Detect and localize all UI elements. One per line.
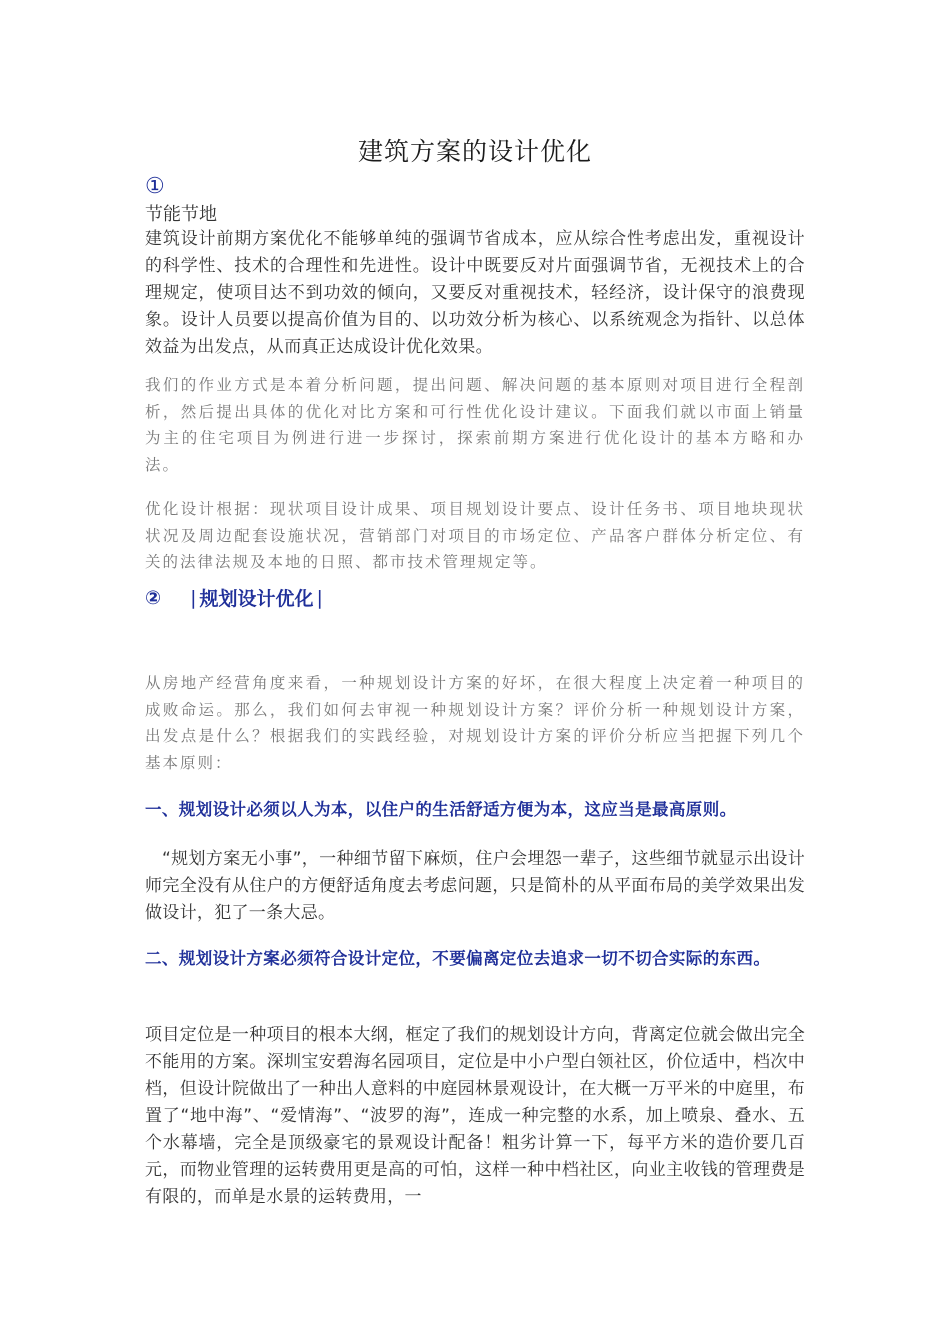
section-marker-1: ① [145,174,165,199]
section-heading-planning [145,584,326,611]
principle-heading-2: 二、规划设计方案必须符合设计定位，不要偏离定位去追求一切不切合实际的东西。 [145,949,771,968]
bar-left: | [190,586,197,609]
paragraph-design-basis: 优化设计根据：现状项目设计成果、项目规划设计要点、设计任务书、项目地块现状状况及周边配套设施状况，营销部门对项目的市场定位、产品客户群体分析定位、有关的法律法规及本地的日照、都市技术管理规定等。 [145,500,805,571]
principle-heading-1: 一、规划设计必须以人为本，以住户的生活舒适方便为本，这应当是最高原则。 [145,800,737,819]
section-label: 规划设计优化 [199,588,314,610]
paragraph-optimization-intro: 建筑设计前期方案优化不能够单纯的强调节省成本，应从综合性考虑出发，重视设计的科学性、技术的合理性和先进性。设计中既要反对片面强调节省，无视技术上的合理规定，使项目达不到功效的倾向，又要反对重视技术，轻经济，设计保守的浪费现象。设计人员要以提高价值为目的、以功效分析为核心、以系统观念为指针、以总体效益为出发点，从而真正达成设计优化效果。 [145,229,805,357]
paragraph-principle-1: “规划方案无小事”，一种细节留下麻烦，住户会埋怨一辈子，这些细节就显示出设计师完全没有从住户的方便舒适角度去考虑问题，只是简朴的从平面布局的美学效果出发做设计，犯了一条大忌。 [145,849,805,923]
bar-right: | [316,586,323,609]
paragraph-principle-2: 项目定位是一种项目的根本大纲，框定了我们的规划设计方向，背离定位就会做出完全不能用的方案。深圳宝安碧海名园项目，定位是中小户型白领社区，价位适中，档次中档，但设计院做出了一种出人意料的中庭园林景观设计，在大概一万平米的中庭里，布置了“地中海”、“爱情海”、“波罗的海”，连成一种完整的水系，加上喷泉、叠水、五个水幕墙，完全是顶级豪宅的景观设计配备！粗劣计算一下，每平方米的造价要几百元，而物业管理的运转费用更是高的可怕，这样一种中档社区，向业主收钱的管理费是有限的，而单是水景的运转费用，一 [145,1025,805,1207]
paragraph-planning-evaluation: 从房地产经营角度来看，一种规划设计方案的好坏，在很大程度上决定着一种项目的成败命运。那么，我们如何去审视一种规划设计方案？评价分析一种规划设计方案，出发点是什么？根据我们的实践经验，对规划设计方案的评价分析应当把握下列几个基本原则： [145,674,805,772]
section-marker-2: ② [145,586,162,609]
paragraph-work-method: 我们的作业方式是本着分析问题，提出问题、解决问题的基本原则对项目进行全程剖析，然后提出具体的优化对比方案和可行性优化设计建议。下面我们就以市面上销量为主的住宅项目为例进行进一步探讨，探索前期方案进行优化设计的基本方略和办法。 [145,376,805,474]
page-title: 建筑方案的设计优化 [357,137,592,166]
subheading-energy-saving: 节能节地 [145,204,217,225]
